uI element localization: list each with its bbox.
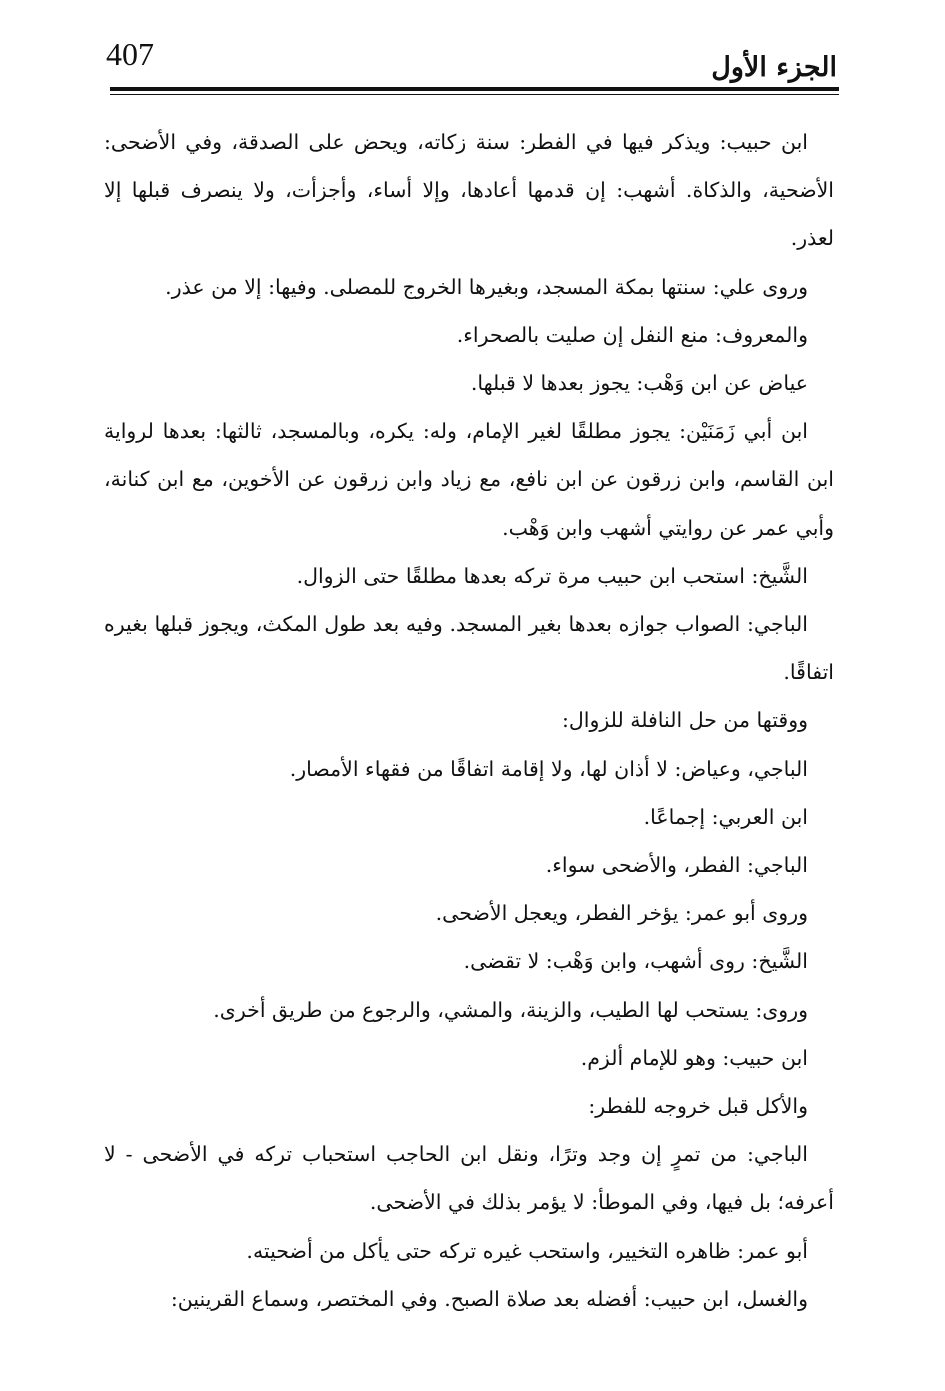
paragraph: ووقتها من حل النافلة للزوال: <box>561 708 808 733</box>
paragraph: الباجي: الفطر، والأضحى سواء. <box>545 853 808 878</box>
paragraph: ابن العربي: إجماعًا. <box>643 804 808 829</box>
header-rule-thick <box>110 87 839 91</box>
paragraph: والأكل قبل خروجه للفطر: <box>588 1094 808 1119</box>
paragraph: الشَّيخ: روى أشهب، وابن وَهْب: لا تقضى. <box>463 949 808 974</box>
paragraph: وروى أبو عمر: يؤخر الفطر، ويعجل الأضحى. <box>435 901 808 926</box>
paragraph: الباجي: الصواب جوازه بعدها بغير المسجد. وفيه بعد طول المكث، ويجوز قبلها بغيره اتفاقًا. <box>104 612 834 685</box>
paragraph: عياض عن ابن وَهْب: يجوز بعدها لا قبلها. <box>470 371 808 396</box>
paragraph: الباجي، وعياض: لا أذان لها، ولا إقامة اتفاقًا من فقهاء الأمصار. <box>289 756 808 781</box>
paragraph: الشَّيخ: استحب ابن حبيب مرة تركه بعدها مطلقًا حتى الزوال. <box>296 563 808 588</box>
paragraph: ابن أبي زَمَنَيْن: يجوز مطلقًا لغير الإمام، وله: يكره، وبالمسجد، ثالثها: بعدها لرواية ابن القاسم، وابن زرقون عن ابن نافع، مع زياد وابن زرقون عن الأخوين، مع ابن كنانة، وأبي عمر عن روايتي أشهب وابن وَهْب. <box>104 419 834 540</box>
paragraph: والمعروف: منع النفل إن صليت بالصحراء. <box>456 322 808 347</box>
paragraph: الباجي: من تمرٍ إن وجد وترًا، ونقل ابن الحاجب استحباب تركه في الأضحى - لا أعرفه؛ بل فيها، وفي الموطأ: لا يؤمر بذلك في الأضحى. <box>104 1142 834 1215</box>
paragraph: ابن حبيب: وهو للإمام ألزم. <box>580 1045 808 1070</box>
body-text <box>104 118 834 1323</box>
running-title: الجزء الأول <box>711 52 837 83</box>
paragraph: أبو عمر: ظاهره التخيير، واستحب غيره تركه حتى يأكل من أضحيته. <box>246 1238 808 1263</box>
paragraph: وروى علي: سنتها بمكة المسجد، وبغيرها الخروج للمصلى. وفيها: إلا من عذر. <box>165 274 808 299</box>
header-rule-thin <box>110 94 839 95</box>
paragraph: والغسل، ابن حبيب: أفضله بعد صلاة الصبح. وفي المختصر، وسماع القرينين: <box>170 1286 808 1311</box>
paragraph: ابن حبيب: ويذكر فيها في الفطر: سنة زكاته، ويحض على الصدقة، وفي الأضحى: الأضحية، والذكاة. أشهب: إن قدمها أعادها، وإلا أساء، وأجزأت، ولا ينصرف قبلها إلا لعذر. <box>104 130 834 251</box>
page-number: 407 <box>106 36 154 72</box>
paragraph: وروى: يستحب لها الطيب، والزينة، والمشي، والرجوع من طريق أخرى. <box>213 997 808 1022</box>
